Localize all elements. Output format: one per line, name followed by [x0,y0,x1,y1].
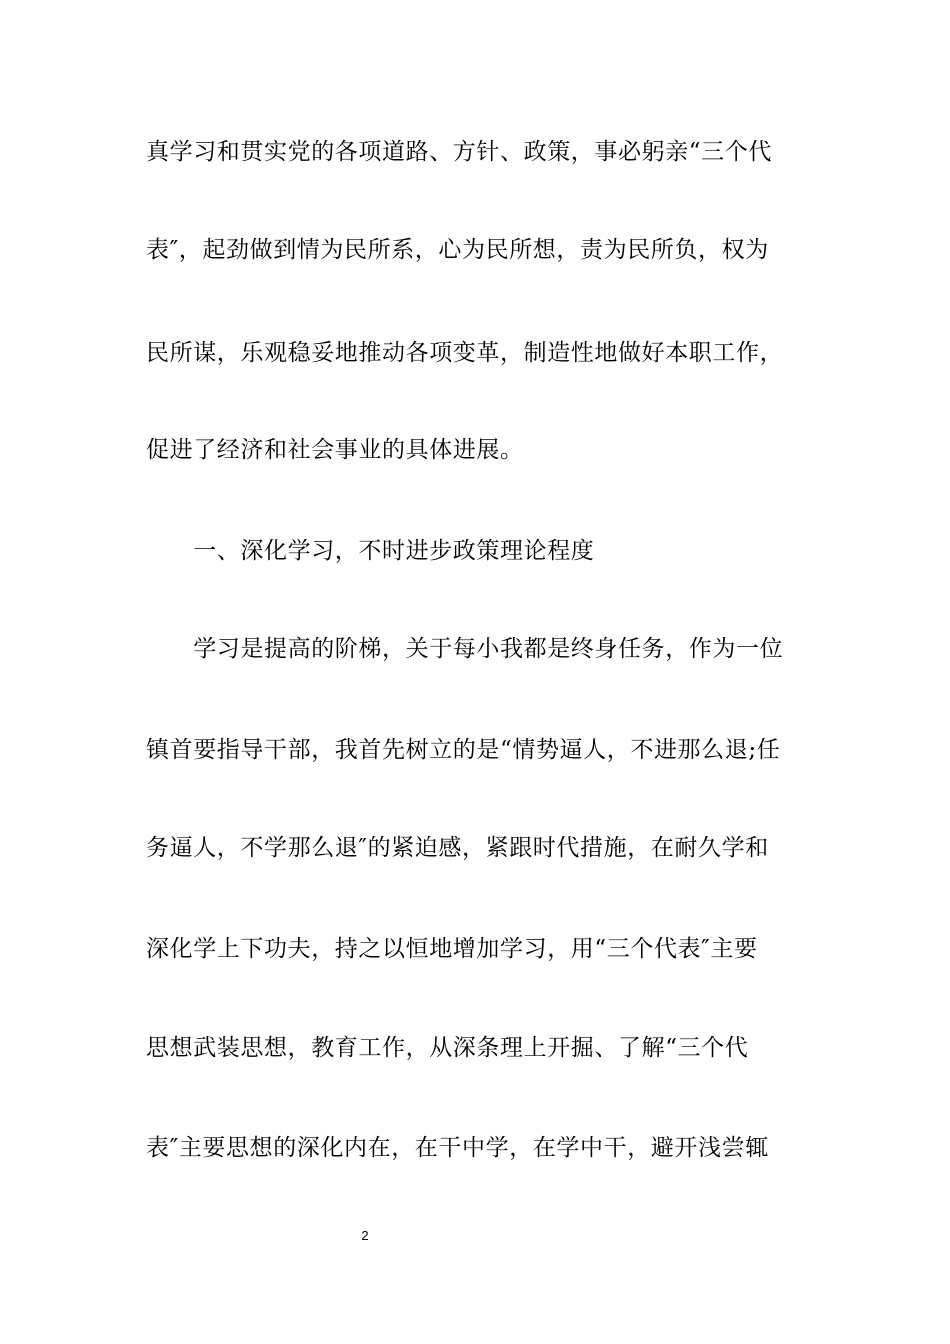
text-line: 深化学上下功夫，持之以恒地增加学习，用“三个代表″主要 [146,936,758,962]
text-line: 真学习和贯实党的各项道路、方针、政策，事必躬亲“三个代 [146,139,772,165]
text-line: 表″主要思想的深化内在，在干中学，在学中干，避开浅尝辄 [146,1135,769,1161]
text-line: 思想武装思想，教育工作，从深条理上开掘、了解“三个代 [146,1035,749,1061]
text-line: 务逼人，不学那么退″的紧迫感，紧跟时代措施，在耐久学和 [146,835,769,861]
text-line: 镇首要指导干部，我首先树立的是“情势逼人，不进那么退;任 [146,737,781,763]
text-line: 学习是提高的阶梯，关于每小我都是终身任务，作为一位 [146,636,784,662]
section-heading: 一、深化学习，不时进步政策理论程度 [146,538,595,564]
text-line: 表″，起劲做到情为民所系，心为民所想，责为民所负，权为 [146,237,769,263]
text-line: 促进了经济和社会事业的具体进展。 [146,437,524,463]
page-number: 2 [361,1228,369,1243]
text-line: 民所谋，乐观稳妥地推动各项变革，制造性地做好本职工作， [146,340,784,366]
